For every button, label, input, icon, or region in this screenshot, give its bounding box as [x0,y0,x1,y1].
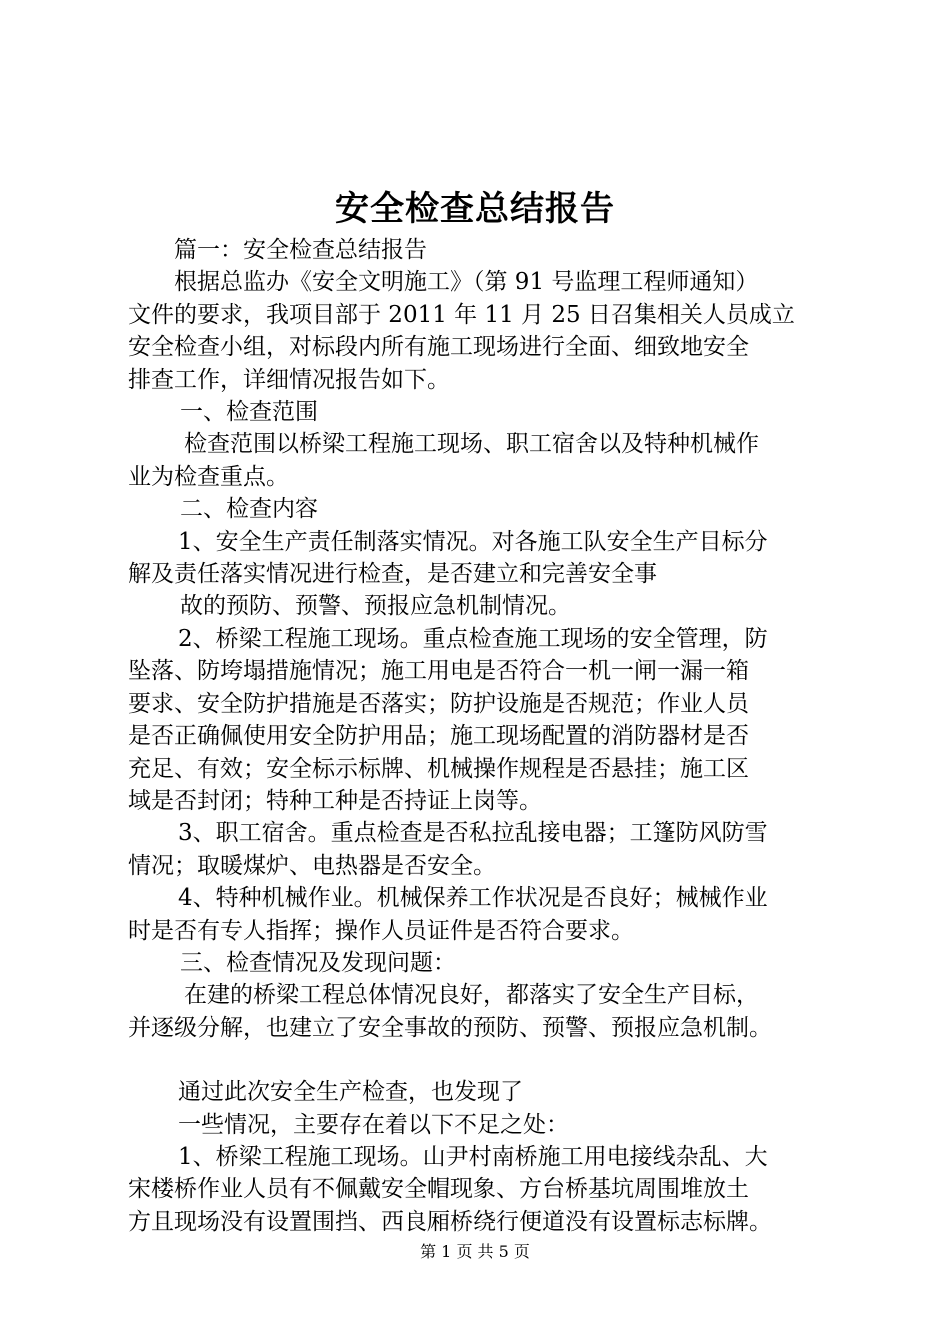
paragraph-line: 情况；取暖煤炉、电热器是否安全。 [128,852,496,879]
paragraph-line: 4、特种机械作业。机械保养工作状况是否良好；械械作业 [178,885,768,912]
section-heading: 三、检查情况及发现问题： [180,949,456,976]
document-body [128,234,833,1238]
paragraph-line: 检查范围以桥梁工程施工现场、职工宿舍以及特种机械作 [184,431,759,458]
paragraph-line: 时是否有专人指挥；操作人员证件是否符合要求。 [128,917,634,944]
paragraph-line: 宋楼桥作业人员有不佩戴安全帽现象、方台桥基坑周围堆放土 [128,1176,749,1203]
paragraph-line: 文件的要求，我项目部于 2011 年 11 月 25 日召集相关人员成立 [128,301,795,328]
paragraph-line: 充足、有效；安全标示标牌、机械操作规程是否悬挂；施工区 [128,755,749,782]
section-heading: 篇一：安全检查总结报告 [174,237,427,263]
paragraph-line: 域是否封闭；特种工种是否持证上岗等。 [128,787,542,814]
paragraph-line: 一些情况，主要存在着以下不足之处： [178,1111,569,1138]
paragraph-line: 要求、安全防护措施是否落实；防护设施是否规范；作业人员 [128,690,749,717]
paragraph-line: 坠落、防垮塌措施情况；施工用电是否符合一机一闸一漏一箱 [128,658,749,685]
paragraph-line: 排查工作，详细情况报告如下。 [128,366,450,393]
paragraph-line: 安全检查小组，对标段内所有施工现场进行全面、细致地安全 [128,334,749,361]
paragraph-line: 是否正确佩使用安全防护用品；施工现场配置的消防器材是否 [128,723,749,750]
section-heading: 二、检查内容 [180,496,318,523]
section-heading: 一、检查范围 [180,399,318,426]
blank-line [128,1044,833,1076]
paragraph-line: 1、安全生产责任制落实情况。对各施工队安全生产目标分 [178,528,768,555]
paragraph-line: 方且现场没有设置围挡、西良厢桥绕行便道没有设置标志标牌。 [128,1208,772,1235]
document-title: 安全检查总结报告 [335,189,615,229]
paragraph-line: 并逐级分解，也建立了安全事故的预防、预警、预报应急机制。 [128,1014,772,1041]
paragraph-line: 根据总监办《安全文明施工》（第 91 号监理工程师通知） [174,269,759,296]
paragraph-line: 1、桥梁工程施工现场。山尹村南桥施工用电接线杂乱、大 [178,1143,768,1170]
paragraph-line: 2、桥梁工程施工现场。重点检查施工现场的安全管理，防 [178,625,768,652]
paragraph-line: 业为检查重点。 [128,463,289,490]
paragraph-line: 故的预防、预警、预报应急机制情况。 [180,593,571,620]
paragraph-line: 解及责任落实情况进行检查，是否建立和完善安全事 [128,561,657,588]
page-footer: 第 1 页 共 5 页 [420,1242,530,1261]
paragraph-line: 3、职工宿舍。重点检查是否私拉乱接电器；工篷防风防雪 [178,820,768,847]
paragraph-line: 通过此次安全生产检查，也发现了 [178,1079,523,1106]
paragraph-line: 在建的桥梁工程总体情况良好，都落实了安全生产目标， [184,982,759,1009]
